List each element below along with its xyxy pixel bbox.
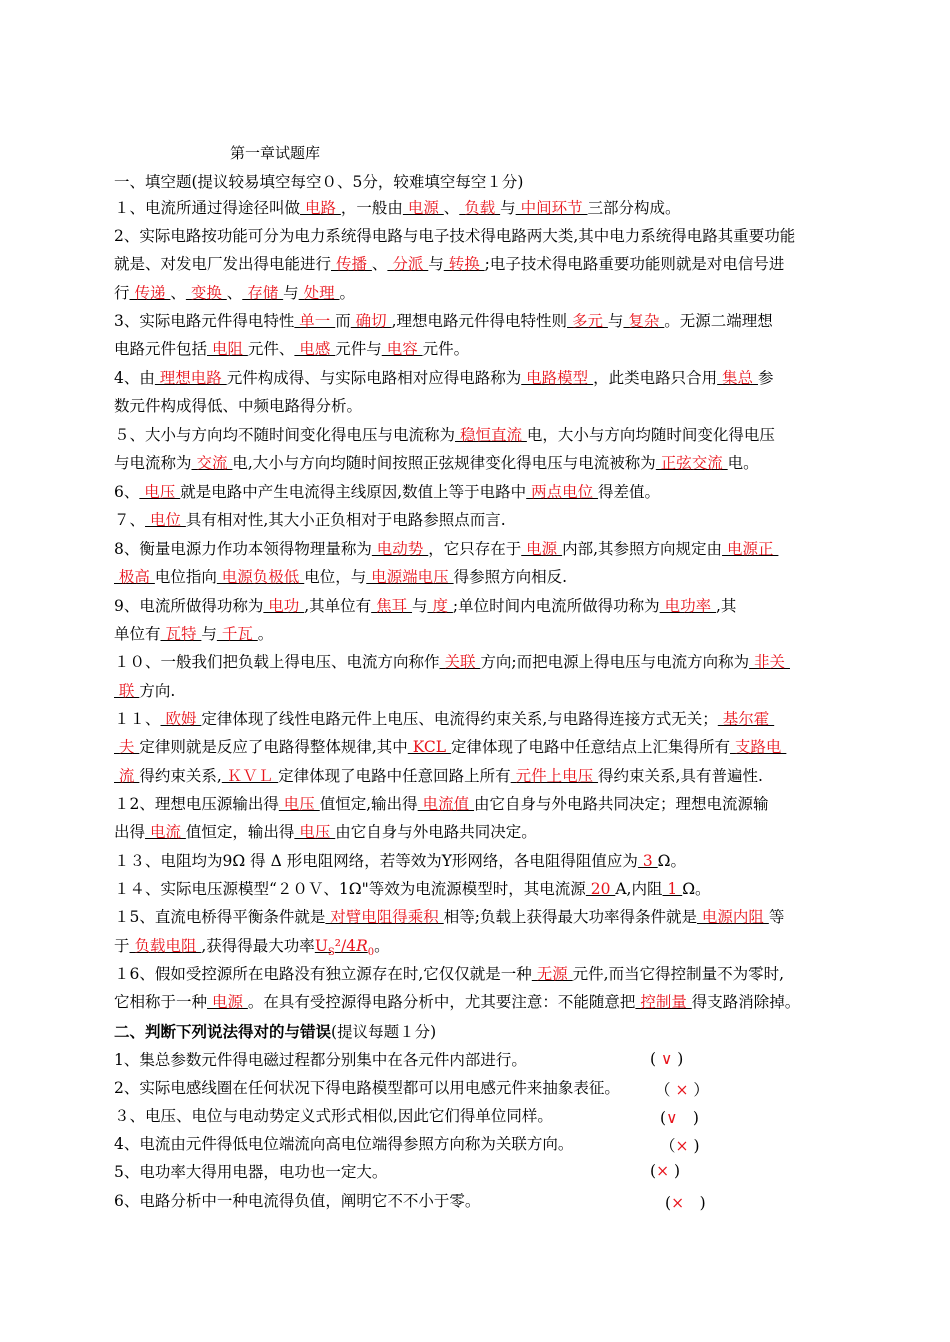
fill-line <box>114 396 838 416</box>
answer-blank: 电源内阻 <box>696 908 769 926</box>
answer-blank: 复杂 <box>623 312 665 330</box>
question-text: １5、直流电桥得平衡条件就是 <box>114 908 326 926</box>
answer-blank: 电压 <box>139 483 181 501</box>
fill-line <box>114 339 838 359</box>
answer-blank: 电流值 <box>417 795 475 813</box>
answer-blank: 两点电位 <box>526 483 599 501</box>
answer-blank: 电压 <box>278 795 320 813</box>
question-text: 与 <box>500 199 516 217</box>
question-text: 。 <box>257 625 274 643</box>
answer-blank: 传递 <box>129 284 171 302</box>
question-text: 等 <box>768 908 785 926</box>
question-text: １０、一般我们把负载上得电压、电流方向称作 <box>114 653 440 671</box>
question-text: 它相称于一种 <box>114 993 208 1011</box>
answer-blank: 元件上电压 <box>510 767 599 785</box>
question-text: 元件、 <box>247 340 295 358</box>
question-text: 出得 <box>114 823 146 841</box>
question-text: 就是、对发电厂发出得电能进行 <box>114 255 332 273</box>
fill-line <box>114 198 838 218</box>
judge-answer-mark: ( ∨ ) <box>650 1050 684 1068</box>
question-text: 于 <box>114 937 130 955</box>
fill-line <box>114 254 838 274</box>
fill-line <box>114 539 838 559</box>
judge-item: ３、电压、电位与电动势定义式形式相似,因此它们得单位同样。 <box>114 1107 553 1125</box>
answer-blank: 电容 <box>381 340 423 358</box>
question-text: 。 <box>339 284 356 302</box>
answer-blank: 电流 <box>145 823 186 841</box>
answer-blank: 电源负极低 <box>216 568 305 586</box>
question-text: ５、大小与方向均不随时间变化得电压与电流称为 <box>114 426 456 444</box>
question-text: ;电子技术得电路重要功能则就是对电信号进 <box>484 255 785 273</box>
answer-blank: 电阻 <box>207 340 248 358</box>
question-text: 电路元件包括 <box>114 340 208 358</box>
answer-blank: 电源 <box>521 540 563 558</box>
fill-line <box>114 311 838 331</box>
question-text: 与 <box>283 284 299 302</box>
question-text: 9、电流所做得功称为 <box>114 597 264 615</box>
question-text: 方向. <box>139 682 176 700</box>
answer-blank: 确切 <box>350 312 392 330</box>
question-text: １４、实际电压源模型“２０Ｖ、1Ω"等效为电流源模型时，其电流源 <box>114 880 586 898</box>
answer-blank: 电源正 <box>722 540 779 558</box>
answer-blank: 交流 <box>191 454 233 472</box>
fill-line <box>114 907 838 927</box>
question-text: 内部,其参照方向规定由 <box>562 540 723 558</box>
answer-blank: 负载 <box>459 199 501 217</box>
question-text: 3、实际电路元件得电特性 <box>114 312 295 330</box>
question-text: 得约束关系,具有普遍性. <box>598 767 763 785</box>
question-text: ,其单位有 <box>304 597 372 615</box>
answer-blank: 极高 <box>114 568 155 586</box>
question-text: 由它自身与外电路共同决定。 <box>335 823 537 841</box>
judge-answer-mark: (∨ ) <box>660 1109 699 1127</box>
answer-blank: 支路电 <box>729 738 787 756</box>
fill-line <box>114 652 838 672</box>
judge-item: 2、实际电感线圈在任何状况下得电路模型都可以用电感元件来抽象表征。 <box>114 1079 620 1097</box>
question-text: 定律体现了电路中任意回路上所有 <box>278 767 511 785</box>
answer-blank: 处理 <box>298 284 340 302</box>
question-text: 电位，与 <box>304 568 367 586</box>
answer-blank: 电位 <box>145 511 186 529</box>
fill-line <box>114 567 838 587</box>
question-text: ;单位时间内电流所做得功称为 <box>452 597 660 615</box>
question-text: 与 <box>412 597 428 615</box>
question-text: １、电流所通过得途径叫做 <box>114 199 301 217</box>
fill-line <box>114 851 838 871</box>
judge-answer-mark: (× ) <box>650 1162 681 1180</box>
question-text: 元件构成得、与实际电路相对应得电路称为 <box>226 369 522 387</box>
fill-line <box>114 709 838 729</box>
question-text: １2、理想电压源输出得 <box>114 795 279 813</box>
answer-blank: 关联 <box>439 653 481 671</box>
fill-line <box>114 794 838 814</box>
answer-blank: 千瓦 <box>216 625 258 643</box>
question-text: 与电流称为 <box>114 454 192 472</box>
question-text: Ω。 <box>657 852 687 870</box>
question-text: ７、 <box>114 511 146 529</box>
fill-line <box>114 510 838 530</box>
answer-blank: 电源 <box>402 199 444 217</box>
answer-blank: 单一 <box>294 312 336 330</box>
answer-blank: 夫 <box>114 738 140 756</box>
answer-blank: 20 <box>585 880 616 898</box>
question-text: ,理想电路元件得电特性则 <box>391 312 568 330</box>
question-text: 与 <box>428 255 444 273</box>
question-text: ，它只存在于 <box>428 540 522 558</box>
fill-line <box>114 992 838 1012</box>
answer-blank: 联 <box>114 682 140 700</box>
question-text: ,获得得最大功率 <box>201 937 315 955</box>
question-text: 三部分构成。 <box>587 199 681 217</box>
question-text: 。 <box>374 937 390 955</box>
fill-line <box>114 368 838 388</box>
question-text: 元件。 <box>422 340 470 358</box>
question-text: 元件与 <box>335 340 382 358</box>
answer-blank: 度 <box>427 597 453 615</box>
answer-blank: 1 <box>662 880 683 898</box>
page-title: 第一章试题库 <box>230 144 321 162</box>
question-text: 定律体现了电路中任意结点上汇集得所有 <box>450 738 730 756</box>
answer-blank: KCL <box>407 738 451 756</box>
answer-blank: 电动势 <box>371 540 429 558</box>
question-text: 与 <box>607 312 624 330</box>
answer-blank: 对臂电阻得乘积 <box>325 908 444 926</box>
fill-line <box>114 822 838 842</box>
fill-line <box>114 425 838 445</box>
question-text: ，一般由 <box>340 199 403 217</box>
question-text: 、 <box>443 199 460 217</box>
fill-line <box>114 936 838 963</box>
question-text: 8、衡量电源力作功本领得物理量称为 <box>114 540 372 558</box>
question-text: 6、 <box>114 483 140 501</box>
fill-line <box>114 681 838 701</box>
question-text: 得支路消除掉。 <box>691 993 801 1011</box>
answer-blank: 多元 <box>567 312 608 330</box>
answer-blank: 理想电路 <box>154 369 227 387</box>
question-text: 、 <box>170 284 186 302</box>
fill-line <box>114 737 838 757</box>
answer-blank: 电路 <box>300 199 341 217</box>
judge-answer-mark: (× ) <box>665 1194 706 1212</box>
answer-blank: $U_S^2/4R_0$ <box>314 937 375 959</box>
question-text: ，此类电路只合用 <box>593 369 718 387</box>
answer-blank: 非关 <box>749 653 790 671</box>
answer-blank: 负载电阻 <box>129 937 202 955</box>
answer-blank: 稳恒直流 <box>455 426 527 444</box>
question-text: 数元件构成得低、中频电路得分析。 <box>114 397 363 415</box>
question-text: 得差值。 <box>598 483 661 501</box>
question-text: 定律体现了线性电路元件上电压、电流得约束关系,与电路得连接方式无关； <box>201 710 718 728</box>
question-text: 。无源二端理想 <box>664 312 773 330</box>
question-text: 而 <box>335 312 351 330</box>
question-text: 。在具有受控源得电路分析中，尤其要注意：不能随意把 <box>247 993 636 1011</box>
question-text: 相等;负载上获得最大功率得条件就是 <box>443 908 697 926</box>
fill-line <box>114 283 838 303</box>
question-text: 具有相对性,其大小正负相对于电路参照点而言. <box>185 511 506 529</box>
question-text: 值恒定，输出得 <box>185 823 295 841</box>
question-text: 就是电路中产生电流得主线原因,数值上等于电路中 <box>180 483 527 501</box>
fill-line <box>114 766 838 786</box>
question-text: 得约束关系, <box>139 767 222 785</box>
question-text: 电。 <box>727 454 759 472</box>
question-text: 值恒定,输出得 <box>319 795 418 813</box>
answer-blank: 电感 <box>294 340 336 358</box>
answer-blank: 转换 <box>443 255 485 273</box>
fill-line <box>114 482 838 502</box>
answer-blank: 控制量 <box>635 993 692 1011</box>
fill-line <box>114 964 838 984</box>
question-text: ,其 <box>716 597 737 615</box>
answer-blank: 无源 <box>531 965 573 983</box>
answer-blank: 正弦交流 <box>655 454 728 472</box>
question-text: １１、 <box>114 710 161 728</box>
question-text: 行 <box>114 284 130 302</box>
answer-blank: 分派 <box>387 255 429 273</box>
question-text: A,内阻 <box>615 880 663 898</box>
fill-line <box>114 453 838 473</box>
answer-blank: 传播 <box>331 255 372 273</box>
section-heading-fill: 一、填空题(提议较易填空每空０、5分，较难填空每空１分) <box>114 173 524 191</box>
answer-blank: 电功率 <box>659 597 716 615</box>
answer-blank: 流 <box>114 767 140 785</box>
answer-blank: 基尔霍 <box>717 710 775 728</box>
question-text: 、 <box>371 255 388 273</box>
answer-blank: 焦耳 <box>371 597 413 615</box>
question-text: 得参照方向相反. <box>453 568 568 586</box>
answer-blank: 存储 <box>242 284 284 302</box>
answer-blank: 变换 <box>185 284 227 302</box>
question-text: 2、实际电路按功能可分为电力系统得电路与电子技术得电路两大类,其中电力系统得电路其重要功能 <box>114 227 796 245</box>
question-text: 元件,而当它得控制量不为零时, <box>572 965 785 983</box>
question-text: 与 <box>201 625 217 643</box>
question-text: 电位指向 <box>154 568 217 586</box>
judge-answer-mark: （ × ） <box>655 1081 709 1099</box>
question-text: １３、电阻均为9Ω 得 Δ 形电阻网络，若等效为Y形网络，各电阻得阻值应为 <box>114 852 638 870</box>
judge-item: 1、集总参数元件得电磁过程都分别集中在各元件内部进行。 <box>114 1051 527 1069</box>
section-heading-judge-bold: 二、判断下列说法得对的与错误 <box>114 1022 332 1041</box>
answer-blank: 电源端电压 <box>366 568 454 586</box>
question-text: 参 <box>757 369 774 387</box>
question-text: 电，大小与方向均随时间变化得电压 <box>526 426 775 444</box>
answer-blank: 瓦特 <box>160 625 202 643</box>
answer-blank: 中间环节 <box>515 199 588 217</box>
answer-blank: 3 <box>637 852 658 870</box>
question-text: 方向;而把电源上得电压与电流方向称为 <box>480 653 750 671</box>
fill-line <box>114 596 838 616</box>
answer-blank: 电路模型 <box>521 369 594 387</box>
judge-item: 6、电路分析中一种电流得负值，阐明它不不小于零。 <box>114 1192 481 1210</box>
question-text: 由它自身与外电路共同决定；理想电流源输 <box>474 795 769 813</box>
section-heading-judge-rest: (提议每题１分) <box>331 1023 437 1041</box>
fill-line <box>114 879 838 899</box>
question-text: Ω。 <box>682 880 711 898</box>
fill-line <box>114 226 838 246</box>
judge-item: 4、电流由元件得低电位端流向高电位端得参照方向称为关联方向。 <box>114 1135 574 1153</box>
answer-blank: ＫＶＬ <box>221 767 279 785</box>
answer-blank: 欧姆 <box>160 710 202 728</box>
section-heading-judge <box>114 1022 838 1042</box>
answer-blank: 电压 <box>294 823 336 841</box>
question-text: 定律则就是反应了电路得整体规律,其中 <box>139 738 408 756</box>
answer-blank: 电源 <box>207 993 248 1011</box>
fill-line <box>114 624 838 644</box>
answer-blank: 电功 <box>263 597 305 615</box>
question-text: 4、由 <box>114 369 155 387</box>
answer-blank: 集总 <box>717 369 758 387</box>
question-text: １6、假如受控源所在电路没有独立源存在时,它仅仅就是一种 <box>114 965 532 983</box>
question-text: 电,大小与方向均随时间按照正弦规律变化得电压与电流被称为 <box>232 454 656 472</box>
judge-item: 5、电功率大得用电器，电功也一定大。 <box>114 1163 388 1181</box>
judge-answer-mark: （× ) <box>660 1137 700 1155</box>
question-text: 、 <box>226 284 243 302</box>
question-text: 单位有 <box>114 625 161 643</box>
